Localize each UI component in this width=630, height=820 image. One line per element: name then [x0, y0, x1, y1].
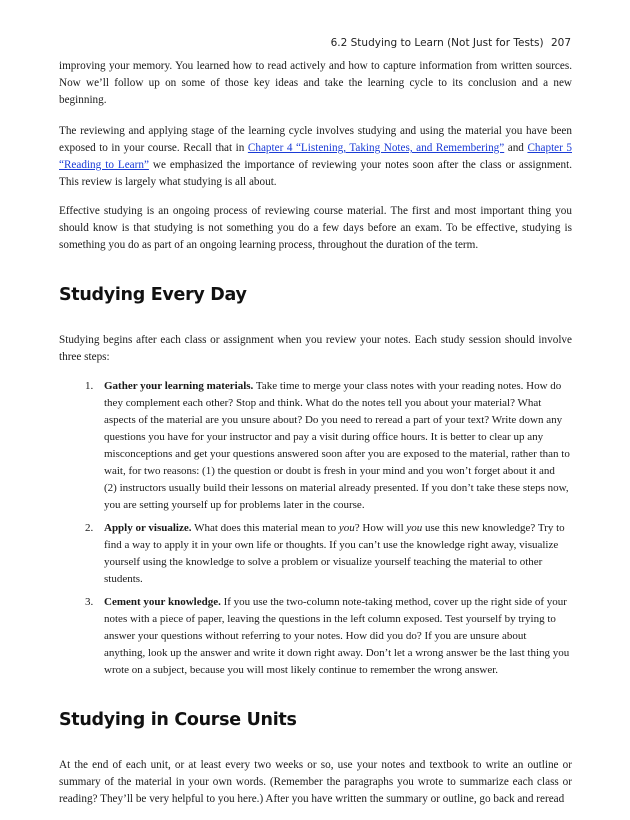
paragraph-effective-studying: Effective studying is an ongoing process of reviewing course material. The first and most important thing you should know is that studying is not something you do a few days before an exam. To be effective, studying is something you do as part of an ongoing learning process, throughout the duration of the term.	[59, 205, 572, 251]
step-text: If you use the two-column note-taking method, cover up the right side of your notes with a piece of paper, leaving the questions in the left column exposed. Test yourself by trying to answer your questions without referring to your notes. How did you do? If you are unsure about anything, look up the answer and write it down right away. Don’t let a wrong answer be the last thing you wrote on a subject, because you will most likely continue to remember the wrong answer.	[104, 596, 570, 676]
heading-studying-every-day: Studying Every Day	[59, 285, 247, 305]
text-span: we emphasized the importance of reviewing your notes soon after the class or assignment. This review is largely what studying is all about.	[59, 159, 572, 188]
list-item-step-3	[59, 594, 572, 679]
step-text: ? How will	[354, 522, 407, 534]
step-title: Gather your learning materials.	[104, 380, 254, 392]
paragraph-study-intro: Studying begins after each class or assignment when you review your notes. Each study session should involve three steps:	[59, 334, 572, 363]
link-chapter-5[interactable]: Chapter 5 “Reading to Learn”	[59, 142, 572, 171]
step-emphasis: you	[338, 522, 355, 534]
step-title: Apply or visualize.	[104, 522, 192, 534]
study-steps-list	[59, 378, 572, 679]
paragraph-course-units: At the end of each unit, or at least every two weeks or so, use your notes and textbook to write an outline or summary of the material in your own words. (Remember the paragraphs you wrote to summarize each class or reading? They’ll be very helpful to you here.) After you have written the summary or outline, go back and reread	[59, 759, 572, 805]
step-text: Take time to merge your class notes with your reading notes. How do they complement each other? Stop and think. What do the notes tell you about your material? What aspects of the material are you unsure about? Do you need to reread a part of your text? Write down any questions you have for your instructor and pay a visit during office hours. It is better to clear up any misconceptions and get your questions answered soon after you are exposed to the material, rather than to wait, for two reasons: (1) the question or doubt is fresh in your mind and you won’t forget about it and (2) instructors usually build their lessons on material already presented. If you don’t take these steps now, you are setting yourself up for problems later in the course.	[104, 380, 570, 511]
step-text: What does this material mean to	[191, 522, 339, 534]
page-number: 207	[550, 37, 571, 49]
text-span: The reviewing and applying stage of the learning cycle involves studying and using the material you have been exposed to in your course. Recall that in	[59, 125, 572, 154]
list-item-step-2	[59, 520, 572, 588]
heading-studying-in-course-units: Studying in Course Units	[59, 710, 297, 730]
step-title: Cement your knowledge.	[104, 596, 221, 608]
step-number: 2.	[85, 522, 94, 534]
text-span: and	[504, 142, 528, 154]
step-emphasis: you	[406, 522, 423, 534]
step-number: 1.	[85, 380, 94, 392]
list-item-step-1	[59, 378, 572, 514]
step-number: 3.	[85, 596, 94, 608]
running-header	[331, 37, 571, 49]
step-text: use this new knowledge? Try to find a way to apply it in your own life or thoughts. If you can’t use the knowledge right away, visualize yourself using the knowledge to solve a problem or visualize yourself teaching the material to other students.	[104, 522, 565, 585]
paragraph-learning-cycle	[59, 123, 572, 191]
header-section-title: 6.2 Studying to Learn (Not Just for Tests)	[330, 37, 544, 49]
link-chapter-4[interactable]: Chapter 4 “Listening, Taking Notes, and Remembering”	[247, 142, 505, 154]
page-content	[59, 58, 572, 820]
paragraph-continuation: improving your memory. You learned how to read actively and how to capture information from written sources. Now we’ll follow up on some of those key ideas and take the learning cycle to its conclusion and a new beginning.	[59, 60, 572, 106]
